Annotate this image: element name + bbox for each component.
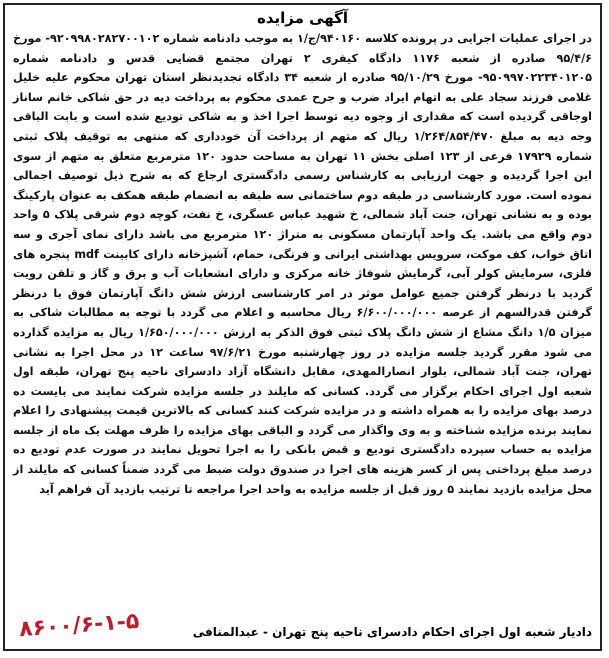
signature-line: دادیار شعبه اول اجرای احکام دادسرای ناحیه پنج تهران - عبدالمنافی (192, 625, 592, 639)
notice-frame (3, 3, 602, 651)
handwritten-number-stamp: ۸۶۰۰/۶-۱-۵ (18, 608, 141, 643)
notice-body: در اجرای عملیات اجرایی در پرونده کلاسه ۹۴۰۱۶۰/ج/۱ به موجب دادنامه شماره ۹۲۰۹۹۸۰۲۸۲۷۰۰۱۰۲- مورخ ۹۵/۴/۶ صادره از شعبه ۱۱۷۶ دادگاه کیفری ۲ تهران مجتمع قضایی قدس و دادنامه شماره ۹۵۰۹۹۷۰۲۲۳۴۰۱۲۰۵- مورخ ۹۵/۱۰/۲۹ صادره از شعبه ۳۴ دادگاه تجدیدنظر استان تهران محکوم علیه خلیل غلامی فرزند سجاد علی به اتهام ایراد ضرب و جرح عمدی محکوم به پرداخت دیه در حق شاکی خانم ساناز اوجاقی گردیده است که مقداری از وجوه دیه توسط اجرا اخذ و به شاکی تودیع شده است و بابت الباقی وجه دیه به مبلغ ۱/۲۶۴/۸۵۴/۴۷۰ ریال که متهم از پرداخت آن خودداری که منتهی به توقیف پلاک ثبتی شماره ۱۷۹۲۹ فرعی از ۱۲۳ اصلی بخش ۱۱ تهران به مساحت حدود ۱۲۰ مترمربع متعلق به متهم از سوی این اجرا گردیده و جهت ارزیابی به کارشناس رسمی دادگستری ارجاع که به شرح ذیل توصیف اجمالی نموده است. مورد کارشناسی در طبقه دوم ساختمانی سه طبقه به انضمام طبقه همکف به عنوان پارکینگ بوده و به نشانی تهران، جنت آباد شمالی، خ شهید عباس عسگری، خ نفت، کوچه دوم شرقی پلاک ۵ واحد دوم واقع می باشد. یک واحد آپارتمان مسکونی به متراژ ۱۲۰ مترمربع می باشد دارای نمای آجری و سه اتاق خواب، کف موکت، سرویس بهداشتی ایرانی و فرنگی، حمام، آشپزخانه دارای کابینت mdf پنجره های فلزی، سرمایش کولر آبی، گرمایش شوفاژ خانه مرکزی و دارای انشعابات آب و برق و گاز و تلفن رویت گردید با درنظر گرفتن جمیع عوامل موثر در امر کارشناسی ارزش شش دانگ آپارتمان فوق با درنظر گرفتن قدرالسهم از عرصه ۶/۶۰۰/۰۰۰/۰۰۰ ریال محاسبه و اعلام می گردد با توجه به مطالبات شاکی به میزان ۱/۵ دانگ مشاع از شش دانگ پلاک ثبتی فوق الذکر به ارزش ۱/۶۵۰/۰۰۰/۰۰۰ ریال به مزایده گذارده می شود مقرر گردید جلسه مزایده در روز چهارشنبه مورخ ۹۷/۶/۲۱ ساعت ۱۲ در محل اجرا به نشانی تهران، جنت آباد شمالی، بلوار انصارالمهدی، مقابل دانشگاه آزاد دادسرای ناحیه پنج تهران، طبقه اول شعبه اول اجرای احکام برگزار می گردد. کسانی که مایلند در جلسه مزایده شرکت نمایند می بایست ده درصد بهای مزایده را به همراه داشته و در مزایده شرکت کنند کسانی که بالاترین قیمت پیشنهادی را اعلام نمایند برنده مزایده شناخته و به وی واگذار می گردد و الباقی بهای مزایده را ظرف مهلت یک ماه از جلسه مزایده به حساب سپرده دادگستری تودیع و قبض بانکی را به اجرا تحویل نمایند در صورت عدم تودیع ده درصد مبلغ پرداختی پس از کسر هزینه های اجرا در صندوق دولت ضبط می گردد ضمناً کسانی که مایلند از محل مزایده بازدید نمایند ۵ روز قبل از جلسه مزایده به واحد اجرا مراجعه تا ترتیب بازدید آن فراهم آید (13, 32, 593, 496)
notice-footer (13, 608, 592, 645)
notice-title: آگهی مزایده (256, 9, 349, 27)
